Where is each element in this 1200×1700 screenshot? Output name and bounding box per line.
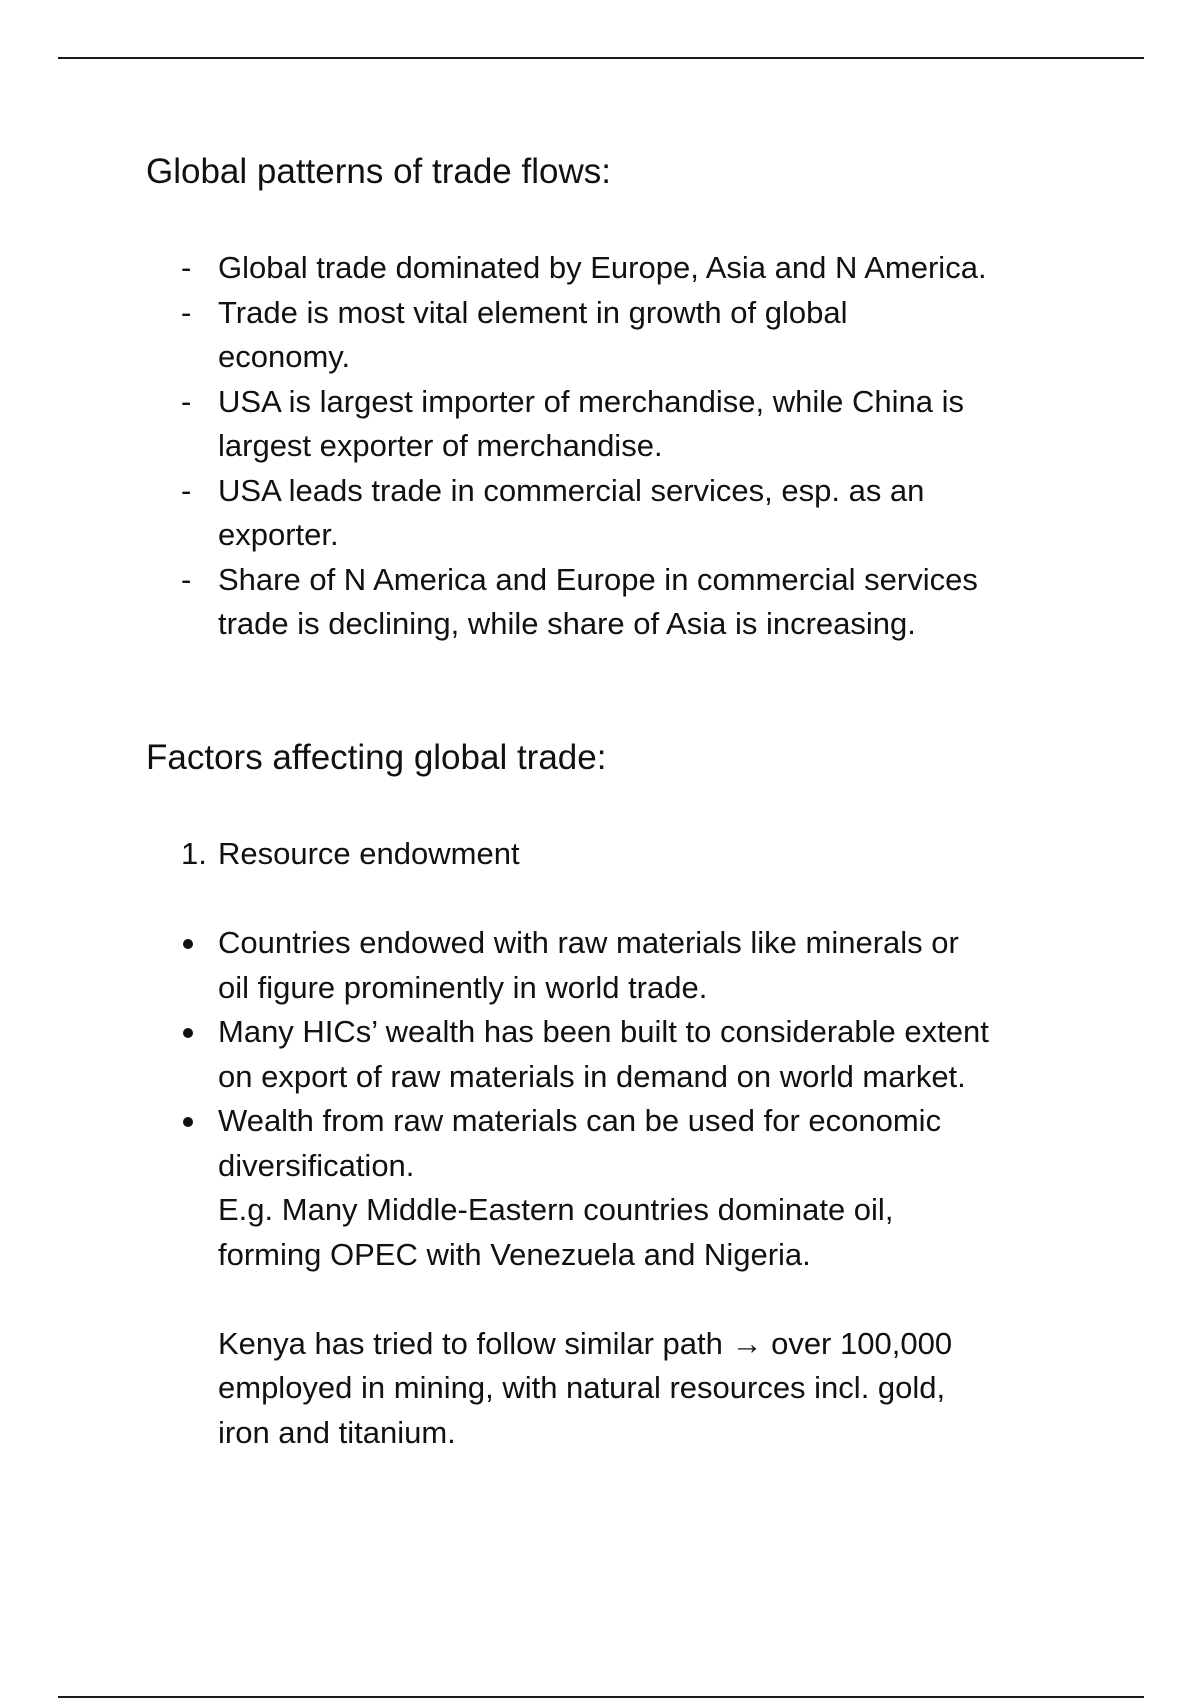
list-item: - Global trade dominated by Europe, Asia and N America. [146, 246, 1106, 291]
list-item: - Trade is most vital element in growth of global economy. [146, 291, 1106, 380]
section-heading-trade-flows: Global patterns of trade flows: [146, 152, 611, 191]
example-line: E.g. Many Middle-Eastern countries dominate oil, [218, 1192, 894, 1227]
list-item: - USA is largest importer of merchandise, while China is largest exporter of merchandise. [146, 380, 1106, 469]
trade-flows-list [146, 246, 1106, 647]
factors-list [146, 832, 1106, 1455]
dash-bullet-icon [181, 558, 211, 603]
dash-bullet-icon [181, 291, 211, 336]
blank-line [146, 877, 1106, 922]
top-rule [58, 57, 1144, 59]
list-item: Wealth from raw materials can be used for economic diversification. E.g. Many Middle-Eastern countries dominate oil, forming OPEC with Venezuela and Nigeria. [146, 1099, 1106, 1277]
list-item: Countries endowed with raw materials like minerals or oil figure prominently in world trade. [218, 925, 959, 1005]
dash-bullet-icon [181, 469, 211, 514]
numbered-item-label: Resource endowment [218, 836, 520, 871]
list-item: - USA leads trade in commercial services, esp. as an exporter. [146, 469, 1106, 558]
blank-line [146, 1277, 1106, 1322]
list-item: Many HICs’ wealth has been built to considerable extent on export of raw materials in demand on world market. [218, 1014, 989, 1094]
example-line: forming OPEC with Venezuela and Nigeria. [218, 1236, 811, 1272]
dash-bullet-icon [181, 246, 211, 291]
numbered-item-resource-endowment [146, 832, 1106, 877]
list-number: 1. [181, 836, 207, 871]
dash-bullet-icon [181, 380, 211, 425]
kenya-paragraph: Kenya has tried to follow similar path → over 100,000 employed in mining, with natural resources incl. gold, iron and titanium. [218, 1325, 953, 1450]
section-heading-factors: Factors affecting global trade: [146, 738, 607, 777]
list-item: - Share of N America and Europe in commercial services trade is declining, while share of Asia is increasing. [146, 558, 1106, 647]
bottom-rule [58, 1696, 1144, 1698]
